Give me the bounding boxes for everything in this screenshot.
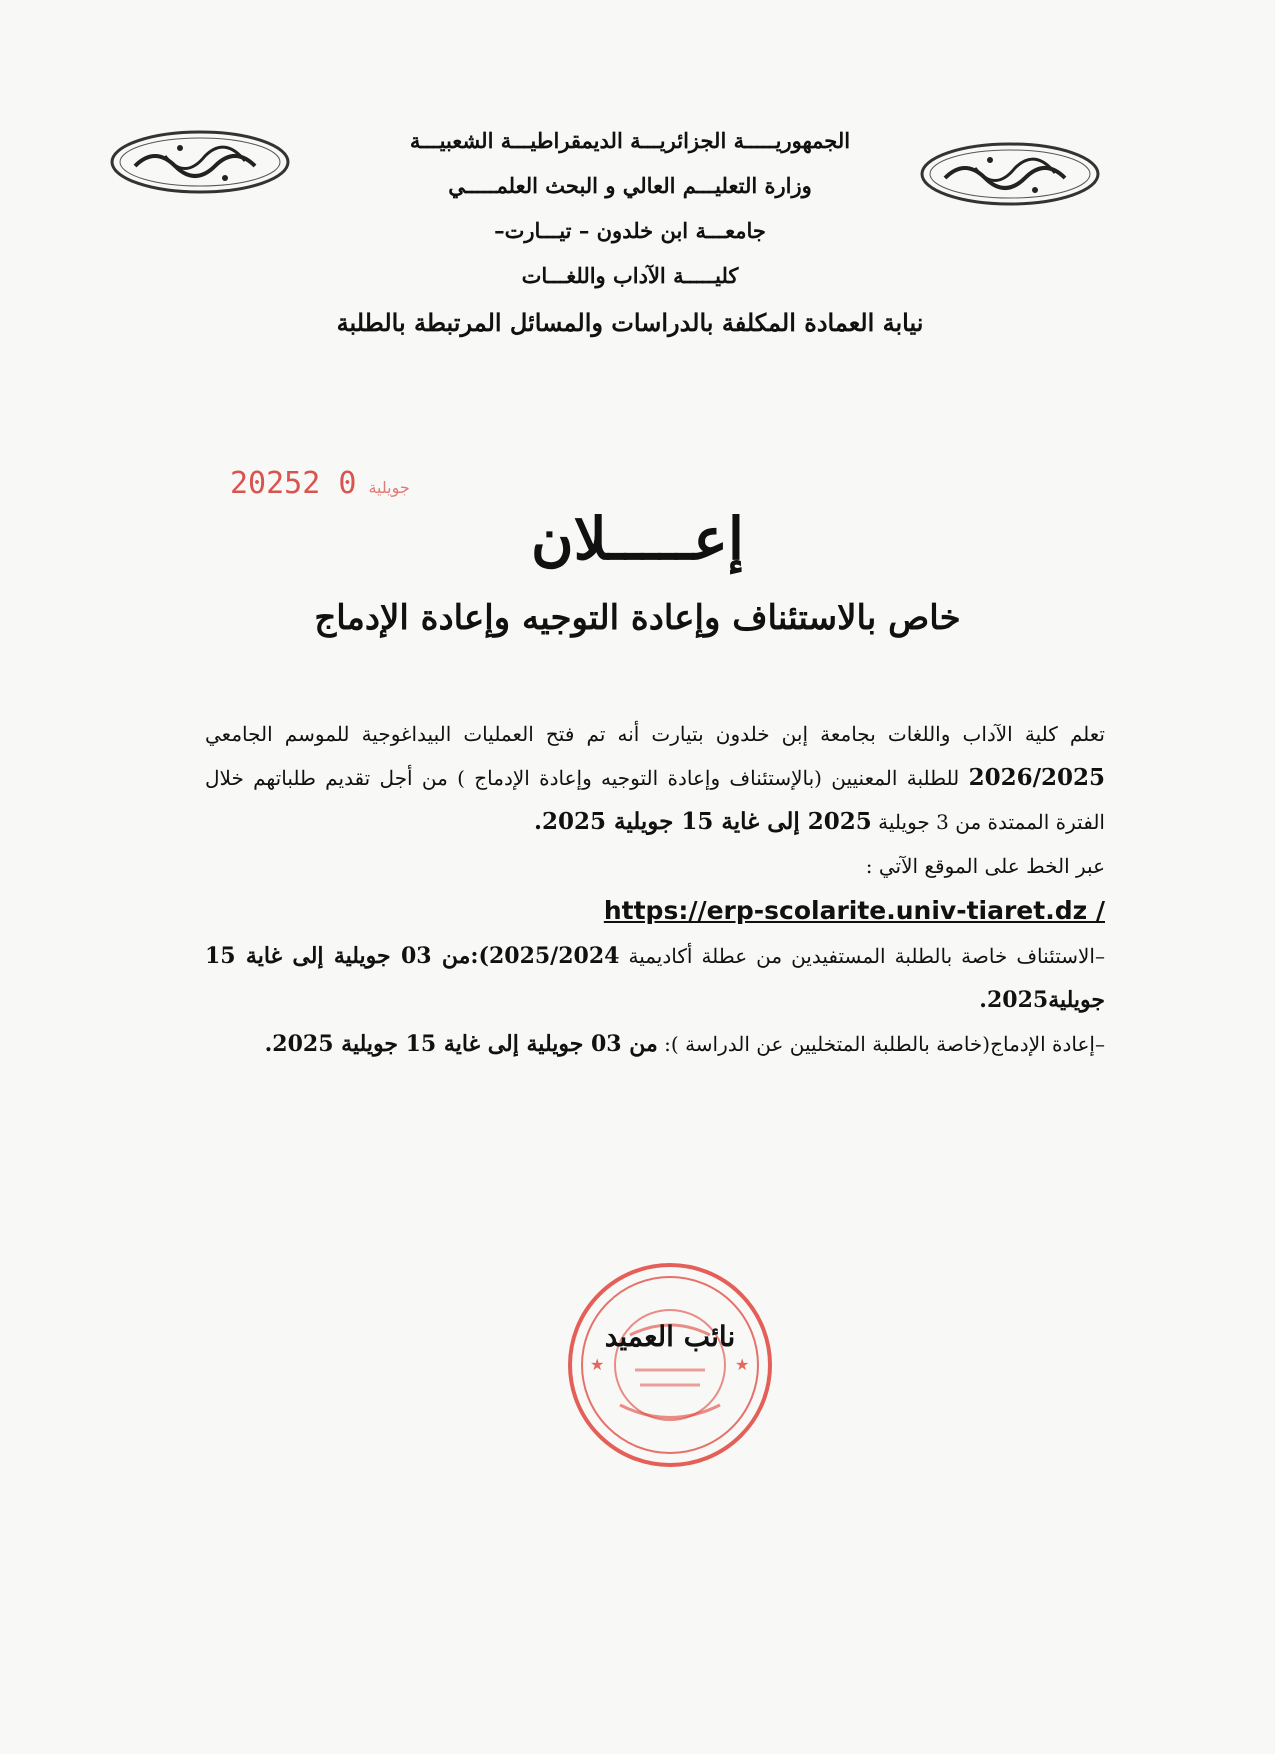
resumption-dates: ):من 03 جويلية إلى غاية 15 جويلية2025. (205, 943, 1105, 1013)
announcement-title: إعـــــلان (531, 505, 744, 573)
reintegration-dates: من 03 جويلية إلى غاية 15 جويلية 2025. (264, 1031, 658, 1057)
university-logo-left (105, 126, 295, 198)
announcement-body (205, 712, 1105, 1066)
list-item-resumption (205, 934, 1105, 1022)
announcement-subtitle: خاص بالاستئناف وإعادة التوجيه وإعادة الإدماج (314, 598, 961, 638)
date-year: 2025 (230, 466, 303, 501)
intro-text-cont: للطلبة المعنيين (بالإستئناف وإعادة التوجيه وإعادة الإدماج ) من أجل تقديم طلباتهم خلال الفترة الممتدة من 3 جويلية (205, 766, 1105, 834)
date-stamp (230, 466, 422, 501)
url-line (205, 888, 1105, 934)
online-label: عبر الخط على الموقع الآتي : (865, 854, 1105, 878)
signature-title: نائب العميد (604, 1320, 736, 1353)
ministry-line: وزارة التعليـــم العالي و البحث العلمـــــي (448, 173, 812, 198)
resumption-text: –الاستئناف خاصة بالطلبة المستفيدين من عطلة أكاديمية (628, 944, 1105, 968)
faculty-line: كليـــــة الآداب واللغـــات (521, 263, 739, 288)
period-dates: 2025 إلى غاية 15 جويلية 2025. (533, 808, 872, 835)
svg-text:★: ★ (735, 1355, 750, 1374)
list-item-reintegration (205, 1022, 1105, 1066)
reintegration-text: –إعادة الإدماج(خاصة بالطلبة المتخليين عن الدراسة ): (664, 1032, 1105, 1056)
date-month: جويلية (368, 478, 410, 497)
academic-year: 2026/2025 (968, 764, 1106, 791)
svg-text:★: ★ (590, 1355, 605, 1374)
intro-paragraph (205, 712, 1105, 844)
date-day: 0 2 (302, 466, 357, 501)
office-line: نيابة العمادة المكلفة بالدراسات والمسائل المرتبطة بالطلبة (336, 308, 924, 337)
university-line: جامعـــة ابن خلدون – تيـــارت– (494, 218, 766, 243)
intro-text: تعلم كلية الآداب واللغات بجامعة إبن خلدون بتيارت أنه تم فتح العمليات البيداغوجية للموسم الجامعي (205, 722, 1105, 746)
republic-line: الجمهوريـــــة الجزائريـــة الديمقراطيـــة الشعبيـــة (409, 128, 851, 153)
registration-link[interactable]: https://erp-scolarite.univ-tiaret.dz / (603, 896, 1105, 925)
letterhead (320, 118, 940, 345)
university-logo-right (915, 138, 1105, 210)
official-seal (560, 1255, 780, 1475)
leave-year: 2025/2024 (488, 943, 620, 969)
